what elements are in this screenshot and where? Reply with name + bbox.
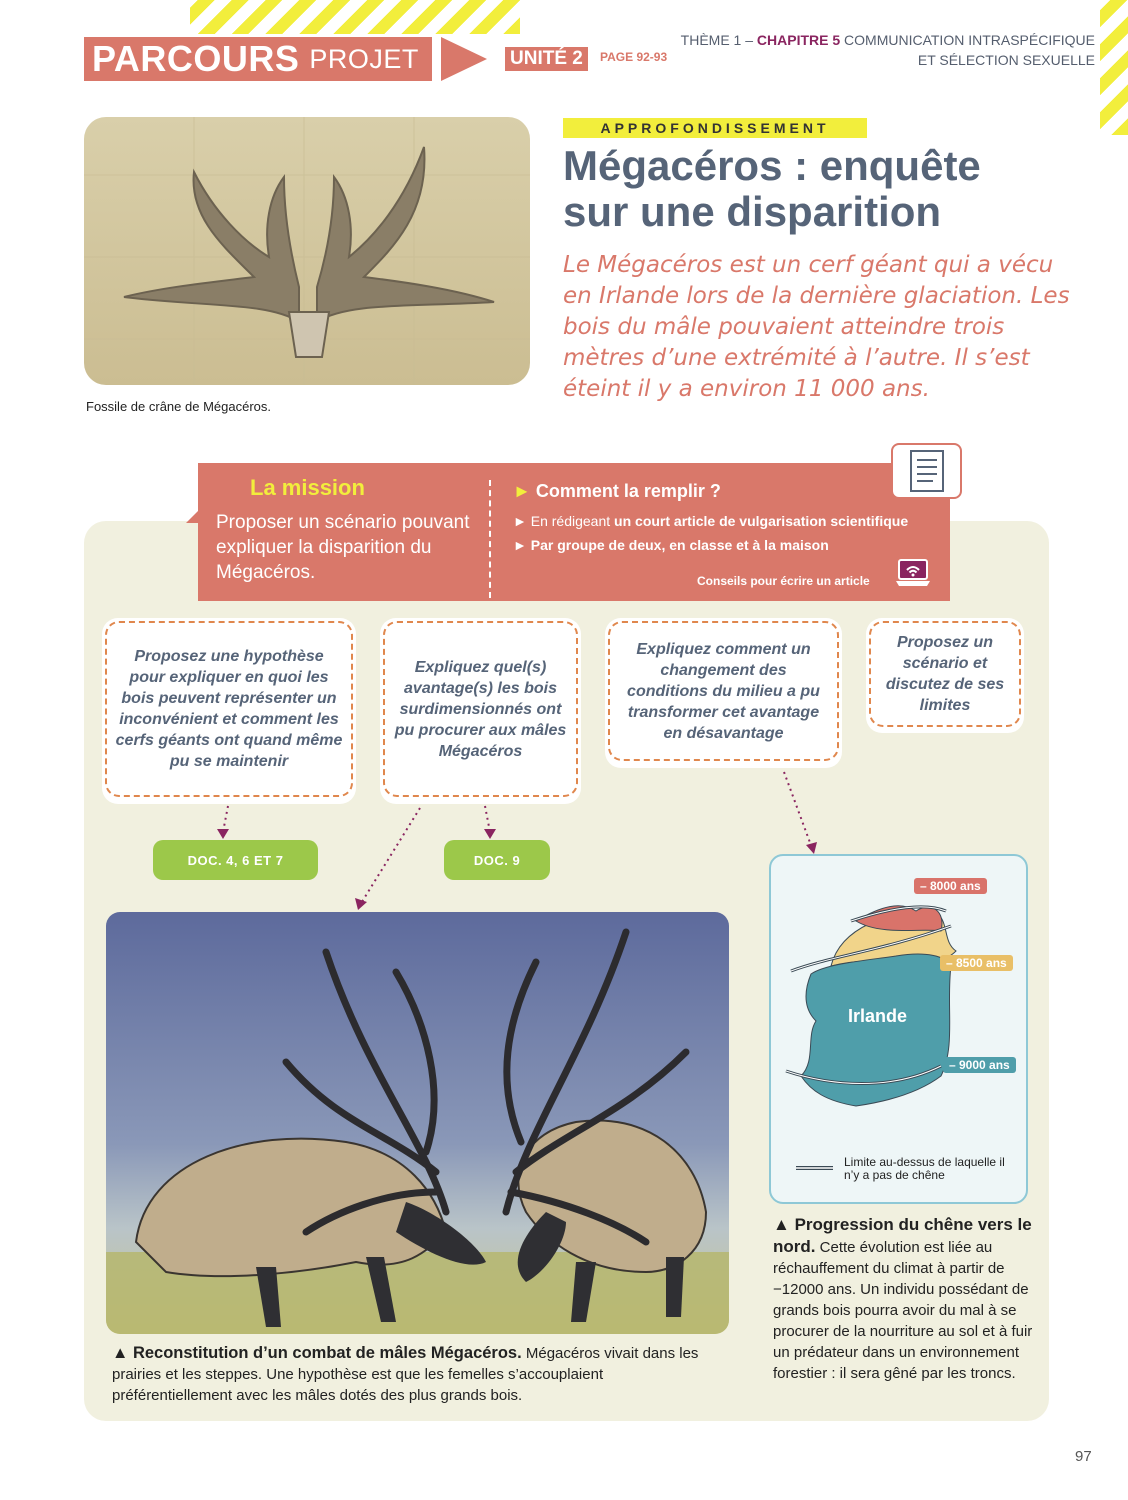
how-item-1-bold: un court article de vulgarisation scientifique [614, 513, 909, 529]
triangle-icon: ▲ [773, 1215, 790, 1234]
conseils-link[interactable]: Conseils pour écrire un article [697, 574, 870, 588]
unit-badge: UNITÉ 2 [505, 47, 588, 71]
combat-painting [106, 912, 729, 1334]
megaceros-fight-illustration [106, 912, 729, 1334]
label-8000: – 8000 ans [914, 878, 987, 894]
painting-caption [112, 1343, 712, 1406]
label-9000: – 9000 ans [943, 1057, 1016, 1073]
label-8500: – 8500 ans [940, 955, 1013, 971]
projet-label: PROJET [309, 43, 419, 74]
how-heading-text: Comment la remplir ? [535, 481, 721, 501]
question-2-text: Expliquez quel(s) avantage(s) les bois surdimensionnés ont pu procurer aux mâles Mégacéros [383, 621, 578, 797]
oak-progression-map [769, 854, 1028, 1204]
map-caption [773, 1214, 1035, 1384]
theme-prefix: THÈME 1 – [680, 32, 757, 48]
photo-caption: Fossile de crâne de Mégacéros. [86, 399, 271, 414]
map-legend: Limite au-dessus de laquelle il n’y a pas de chêne [844, 1155, 1005, 1182]
arrow-bullet-icon: ► [513, 537, 527, 553]
how-item-2-text: Par groupe de deux, en classe et à la maison [530, 537, 829, 553]
page-range: PAGE 92-93 [600, 50, 668, 64]
map-caption-bold: Progression du chêne vers le nord. [773, 1215, 1032, 1256]
question-1-text: Proposez une hypothèse pour expliquer en quoi les bois peuvent représenter un inconvénient et comment les cerfs géants ont quand même pu se maintenir [105, 621, 353, 797]
parcours-label: PARCOURS [92, 38, 300, 79]
question-4-text: Proposez un scénario et discutez de ses limites [869, 621, 1021, 727]
painting-caption-bold: Reconstitution d’un combat de mâles Mégacéros. [132, 1344, 522, 1362]
approfondissement-tag: APPROFONDISSEMENT [563, 118, 867, 138]
intro-text: Le Mégacéros est un cerf géant qui a vécu en Irlande lors de la dernière glaciation. Les bois du mâle pouvaient atteindre trois mètres d’une extrémité à l’autre. Il s’est éteint il y a environ 11 000 ans. [563, 252, 1070, 402]
country-label: Irlande [848, 1006, 908, 1026]
ireland-map [771, 856, 1026, 1202]
painting-caption-text: Mégacéros vivait dans les prairies et les steppes. Une hypothèse est que les femelles s’accouplaient préférentiellement avec les mâles dotés des plus grands bois. [112, 1345, 699, 1404]
arrow-bullet-icon: ► [513, 513, 527, 529]
theme-line2: ET SÉLECTION SEXUELLE [917, 52, 1095, 68]
mission-heading: La mission [250, 475, 365, 500]
theme-line1: COMMUNICATION INTRASPÉCIFIQUE [840, 32, 1095, 48]
doc-4-6-7-button[interactable]: DOC. 4, 6 ET 7 [153, 840, 318, 880]
arrow-bullet-icon: ► [513, 481, 531, 501]
chapter-label: CHAPITRE 5 [756, 32, 841, 48]
title-line-2: sur une disparition [563, 188, 942, 235]
how-item-1-prefix: En rédigeant [530, 513, 615, 529]
triangle-icon: ▲ [112, 1344, 129, 1362]
question-3-text: Expliquez comment un changement des conditions du milieu a pu transformer cet avantage en désavantage [608, 621, 839, 761]
title-line-1: Mégacéros : enquête [563, 142, 981, 189]
page-number: 97 [1075, 1448, 1092, 1465]
mission-text: Proposer un scénario pouvant expliquer la disparition du Mégacéros. [216, 512, 470, 583]
doc-9-button[interactable]: DOC. 9 [444, 840, 550, 880]
map-caption-text: Cette évolution est liée au réchauffement du climat à partir de −12000 ans. Un individu possédant de grands bois pourra avoir du mal à se procurer de la nourriture au sol et à fuir un prédateur dans un environnement forestier : il sera gêné par les troncs. [773, 1239, 1033, 1382]
